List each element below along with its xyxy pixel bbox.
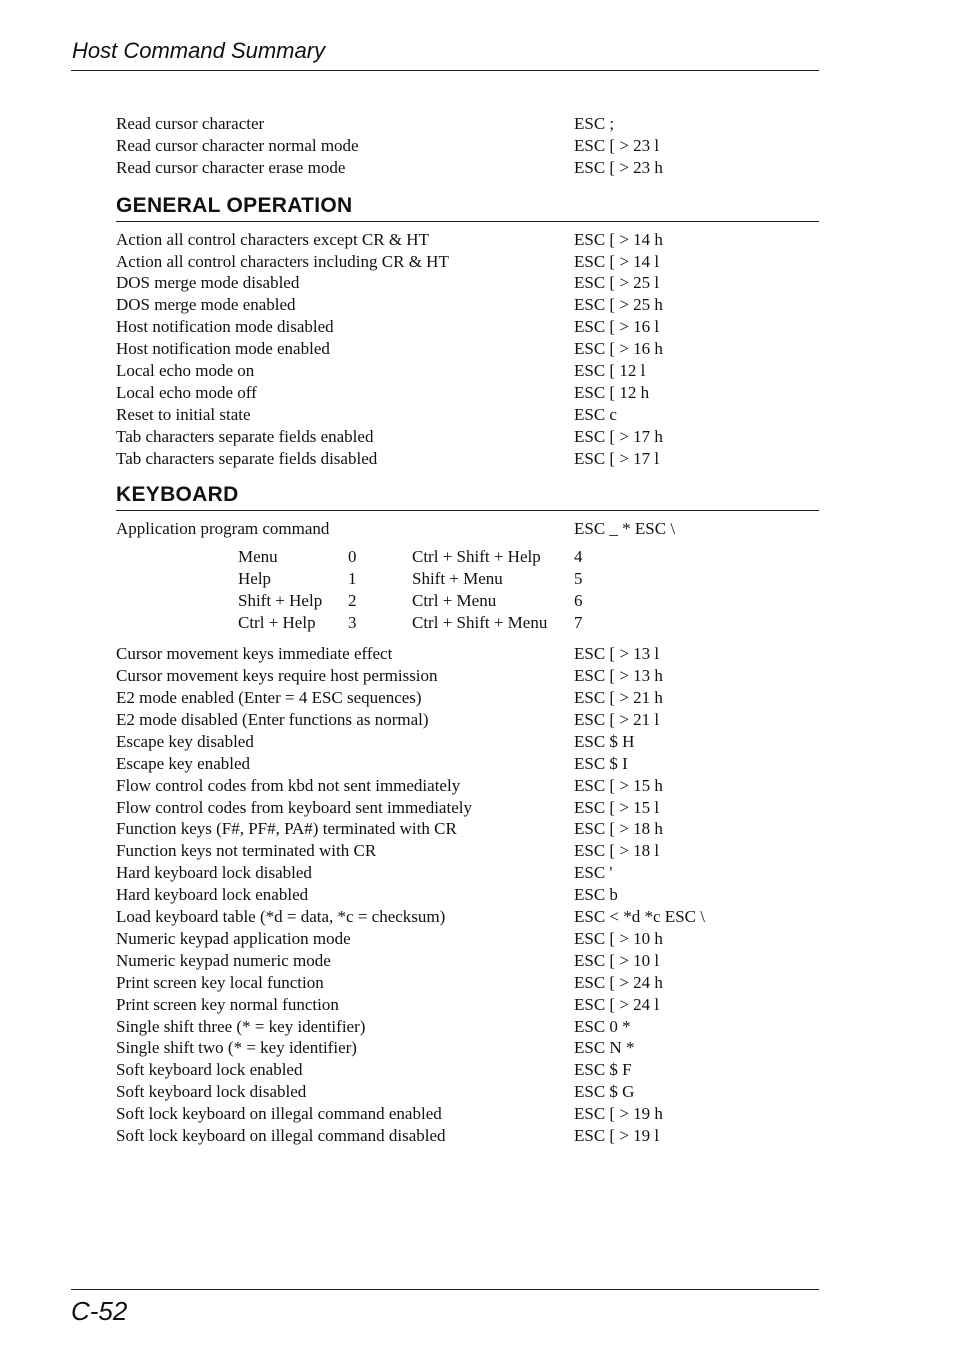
section-heading-general-operation: GENERAL OPERATION — [116, 193, 353, 217]
command-code: ESC < *d *c ESC \ — [574, 907, 705, 927]
command-row — [116, 113, 819, 135]
command-row — [116, 229, 819, 251]
command-description: Host notification mode enabled — [116, 339, 330, 359]
general-operation-command-list — [116, 229, 819, 470]
command-description: Escape key enabled — [116, 753, 251, 773]
command-description: Soft keyboard lock disabled — [116, 1082, 307, 1102]
command-row — [116, 775, 819, 797]
command-code: ESC [ > 19 h — [574, 1104, 663, 1124]
command-code: ESC [ > 16 l — [574, 317, 660, 337]
command-code: ESC [ > 15 h — [574, 775, 663, 795]
command-row — [116, 1016, 819, 1038]
command-description: Escape key disabled — [116, 731, 254, 751]
command-description: Flow control codes from keyboard sent immediately — [116, 797, 472, 817]
command-row — [116, 687, 819, 709]
key-name: Menu — [238, 547, 278, 567]
command-row — [116, 994, 819, 1016]
command-description: E2 mode enabled (Enter = 4 ESC sequences) — [116, 688, 422, 708]
command-code: ESC [ > 19 l — [574, 1125, 660, 1145]
command-row — [116, 426, 819, 448]
command-description: Host notification mode disabled — [116, 317, 334, 337]
command-code: ESC $ I — [574, 753, 628, 773]
keyboard-command-rows — [116, 643, 819, 1146]
key-identifier-table — [238, 546, 819, 634]
command-code: ESC $ G — [574, 1082, 635, 1102]
command-code: ESC [ > 25 h — [574, 295, 663, 315]
command-row — [116, 797, 819, 819]
command-row — [116, 1037, 819, 1059]
command-row — [116, 1125, 819, 1147]
command-row — [116, 928, 819, 950]
section-heading-keyboard: KEYBOARD — [116, 483, 239, 507]
key-identifier: 0 — [348, 547, 357, 567]
command-code: ESC ' — [574, 863, 613, 883]
command-code: ESC _ * ESC \ — [574, 519, 676, 539]
command-row — [116, 338, 819, 360]
command-row — [116, 972, 819, 994]
command-code: ESC [ 12 l — [574, 361, 646, 381]
command-code: ESC ; — [574, 114, 615, 133]
command-description: Soft lock keyboard on illegal command disabled — [116, 1125, 446, 1145]
key-identifier: 6 — [574, 591, 583, 611]
key-identifier: 3 — [348, 613, 357, 633]
command-description: DOS merge mode enabled — [116, 295, 296, 315]
command-code: ESC [ > 16 h — [574, 339, 663, 359]
command-row — [116, 1059, 819, 1081]
general-operation-heading-wrap — [116, 194, 819, 222]
command-description: Cursor movement keys require host permission — [116, 666, 438, 686]
command-description: Reset to initial state — [116, 404, 251, 424]
command-row — [116, 709, 819, 731]
command-code: ESC [ > 13 l — [574, 644, 660, 664]
command-code: ESC [ > 17 h — [574, 426, 663, 446]
command-code: ESC [ > 25 l — [574, 273, 660, 293]
command-code: ESC [ > 13 h — [574, 666, 663, 686]
command-description: Local echo mode off — [116, 382, 257, 402]
command-row — [116, 404, 819, 426]
command-code: ESC [ > 10 l — [574, 950, 660, 970]
key-name: Ctrl + Shift + Menu — [412, 613, 548, 633]
command-description: Single shift two (* = key identifier) — [116, 1038, 357, 1058]
command-description: Load keyboard table (*d = data, *c = checksum) — [116, 907, 446, 927]
command-description: Function keys (F#, PF#, PA#) terminated with CR — [116, 819, 457, 839]
key-identifier: 2 — [348, 591, 357, 611]
key-identifier: 7 — [574, 613, 583, 633]
key-identifier: 1 — [348, 569, 357, 589]
command-description: Read cursor character — [116, 114, 265, 133]
command-description: Action all control characters except CR & HT — [116, 229, 429, 249]
command-code: ESC 0 * — [574, 1016, 631, 1036]
command-row — [116, 950, 819, 972]
command-description: Hard keyboard lock enabled — [116, 885, 309, 905]
page-number: C-52 — [71, 1296, 128, 1326]
command-description: Tab characters separate fields enabled — [116, 426, 374, 446]
command-code: ESC [ > 17 l — [574, 448, 660, 468]
command-row — [116, 448, 819, 470]
command-description: Numeric keypad application mode — [116, 928, 351, 948]
command-code: ESC [ > 23 l — [574, 135, 660, 155]
page-content — [116, 113, 819, 1147]
key-name: Help — [238, 569, 272, 589]
key-identifier: 5 — [574, 569, 583, 589]
command-code: ESC $ H — [574, 731, 635, 751]
command-description: Local echo mode on — [116, 361, 255, 381]
command-description: DOS merge mode disabled — [116, 273, 300, 293]
command-description: Tab characters separate fields disabled — [116, 448, 378, 468]
command-description: Single shift three (* = key identifier) — [116, 1016, 366, 1036]
command-row — [116, 643, 819, 665]
command-row — [116, 665, 819, 687]
command-description: E2 mode disabled (Enter functions as normal) — [116, 710, 429, 730]
header-divider — [71, 70, 819, 71]
command-code: ESC c — [574, 404, 617, 424]
command-description: Numeric keypad numeric mode — [116, 950, 331, 970]
command-code: ESC [ > 23 h — [574, 157, 663, 177]
command-row — [116, 316, 819, 338]
command-code: ESC N * — [574, 1038, 635, 1058]
command-row — [116, 157, 819, 179]
command-code: ESC [ > 14 l — [574, 251, 660, 271]
command-row — [116, 272, 819, 294]
command-row — [116, 818, 819, 840]
footer-divider — [71, 1289, 819, 1290]
command-row — [116, 862, 819, 884]
command-description: Action all control characters including CR & HT — [116, 251, 449, 271]
command-description: Soft lock keyboard on illegal command enabled — [116, 1104, 442, 1124]
command-row — [116, 294, 819, 316]
keyboard-heading-wrap — [116, 483, 819, 511]
command-description: Read cursor character erase mode — [116, 157, 346, 177]
command-code: ESC [ > 14 h — [574, 229, 663, 249]
keyboard-command-list — [116, 518, 819, 1146]
command-row — [116, 360, 819, 382]
key-name: Ctrl + Help — [238, 613, 316, 633]
command-description: Print screen key local function — [116, 972, 324, 992]
command-description: Print screen key normal function — [116, 994, 339, 1014]
command-code: ESC [ > 18 l — [574, 841, 660, 861]
command-row — [116, 753, 819, 775]
command-row — [116, 518, 819, 540]
command-description: Application program command — [116, 519, 330, 539]
key-identifier: 4 — [574, 547, 583, 567]
command-description: Read cursor character normal mode — [116, 135, 359, 155]
command-description: Cursor movement keys immediate effect — [116, 644, 393, 664]
command-description: Function keys not terminated with CR — [116, 841, 377, 861]
command-description: Hard keyboard lock disabled — [116, 863, 312, 883]
command-code: ESC [ > 21 l — [574, 710, 660, 730]
command-code: ESC [ > 24 h — [574, 972, 663, 992]
command-row — [116, 840, 819, 862]
command-row — [116, 251, 819, 273]
command-row — [116, 1081, 819, 1103]
command-code: ESC b — [574, 885, 618, 905]
command-row — [116, 906, 819, 928]
key-name: Shift + Help — [238, 591, 323, 611]
key-name: Ctrl + Shift + Help — [412, 547, 541, 567]
command-row — [116, 135, 819, 157]
command-code: ESC [ > 18 h — [574, 819, 663, 839]
command-row — [116, 884, 819, 906]
command-code: ESC [ > 10 h — [574, 928, 663, 948]
key-name: Shift + Menu — [412, 569, 503, 589]
command-code: ESC [ > 24 l — [574, 994, 660, 1014]
command-description: Flow control codes from kbd not sent immediately — [116, 775, 461, 795]
command-row — [116, 382, 819, 404]
command-code: ESC [ 12 h — [574, 382, 650, 402]
command-code: ESC [ > 15 l — [574, 797, 660, 817]
command-description: Soft keyboard lock enabled — [116, 1060, 303, 1080]
command-code: ESC [ > 21 h — [574, 688, 663, 708]
key-name: Ctrl + Menu — [412, 591, 497, 611]
page-header-title: Host Command Summary — [72, 38, 326, 63]
command-code: ESC $ F — [574, 1060, 632, 1080]
command-row — [116, 1103, 819, 1125]
command-row — [116, 731, 819, 753]
intro-command-list — [116, 113, 819, 179]
